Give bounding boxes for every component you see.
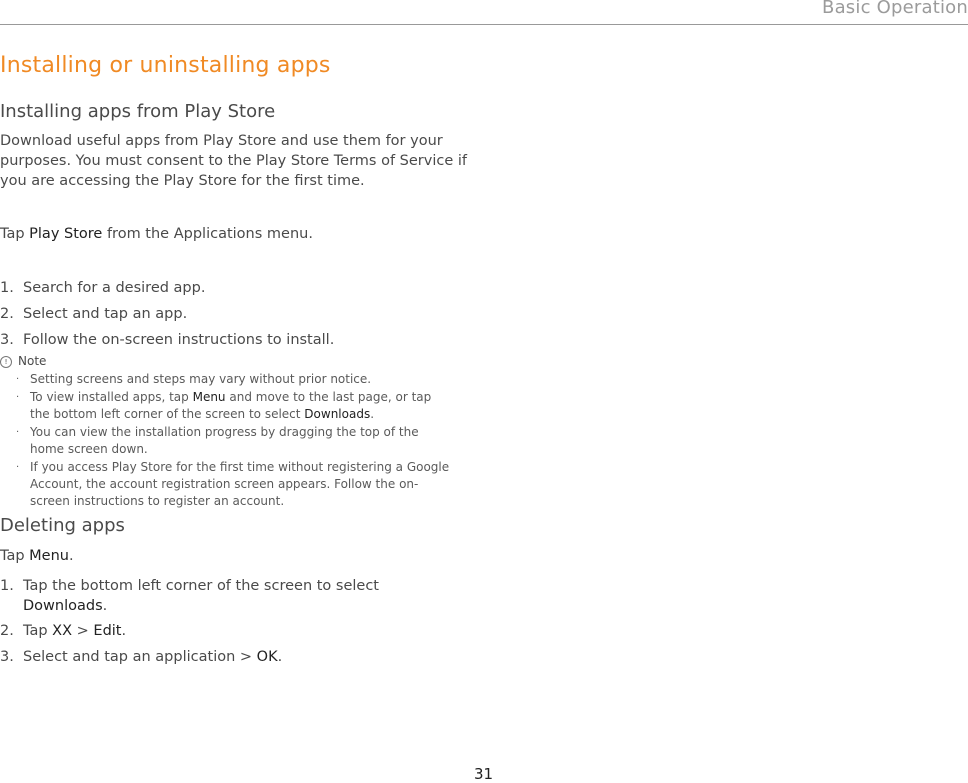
step-text: Search for a desired app. bbox=[23, 280, 206, 296]
menu-label: Menu bbox=[192, 390, 226, 404]
delete-tap-line: Tap Menu. bbox=[0, 548, 74, 564]
install-heading: Installing apps from Play Store bbox=[0, 101, 276, 122]
downloads-label: Downloads bbox=[304, 407, 371, 421]
step-number: 2. bbox=[0, 306, 14, 322]
note-text: Setting screens and steps may vary without prior notice. bbox=[30, 372, 372, 386]
play-store-label: Play Store bbox=[29, 226, 103, 242]
bullet: · bbox=[16, 392, 20, 403]
note-text: You can view the installation progress by dragging the top of the home screen down. bbox=[30, 425, 419, 456]
step-text: Select and tap an app. bbox=[23, 306, 188, 322]
page-title: Installing or uninstalling apps bbox=[0, 53, 331, 78]
xx-label: XX bbox=[52, 623, 73, 639]
tap-suffix: from the Applications menu. bbox=[102, 226, 313, 242]
step-text: Tap the bottom left corner of the screen to select Downloads. bbox=[23, 578, 379, 614]
install-tap-line bbox=[0, 224, 470, 244]
step-text: Follow the on-screen instructions to install. bbox=[23, 332, 335, 348]
bullet: · bbox=[16, 462, 20, 473]
downloads-label: Downloads bbox=[23, 598, 103, 614]
page-number: 31 bbox=[474, 765, 494, 783]
note-header bbox=[0, 354, 46, 368]
note-text: If you access Play Store for the first time without registering a Google Account, the account registration screen appears. Follow the on-screen instructions to register an account. bbox=[30, 460, 450, 508]
step-number: 1. bbox=[0, 578, 14, 594]
step-number: 1. bbox=[0, 280, 14, 296]
ok-label: OK bbox=[256, 649, 278, 665]
header-divider bbox=[0, 24, 968, 25]
delete-heading: Deleting apps bbox=[0, 515, 125, 536]
step-number: 3. bbox=[0, 332, 14, 348]
step-text: Select and tap an application > OK. bbox=[23, 649, 283, 665]
info-icon: ! bbox=[0, 356, 12, 368]
note-label: Note bbox=[18, 354, 47, 368]
install-intro: Download useful apps from Play Store and use them for your purposes. You must consent to the Play Store Terms of Service if you are accessing the Play Store for the first time. bbox=[0, 133, 468, 189]
step-number: 2. bbox=[0, 623, 14, 639]
step-number: 3. bbox=[0, 649, 14, 665]
bullet: · bbox=[16, 427, 20, 438]
step-text: Tap XX > Edit. bbox=[23, 623, 127, 639]
menu-label: Menu bbox=[29, 548, 69, 564]
header-section-title: Basic Operation bbox=[822, 0, 968, 18]
note-text: To view installed apps, tap Menu and move to the last page, or tap the bottom left corner of the screen to select Downloads. bbox=[30, 390, 432, 421]
tap-prefix: Tap bbox=[0, 226, 30, 242]
edit-label: Edit bbox=[93, 623, 122, 639]
bullet: · bbox=[16, 374, 20, 385]
